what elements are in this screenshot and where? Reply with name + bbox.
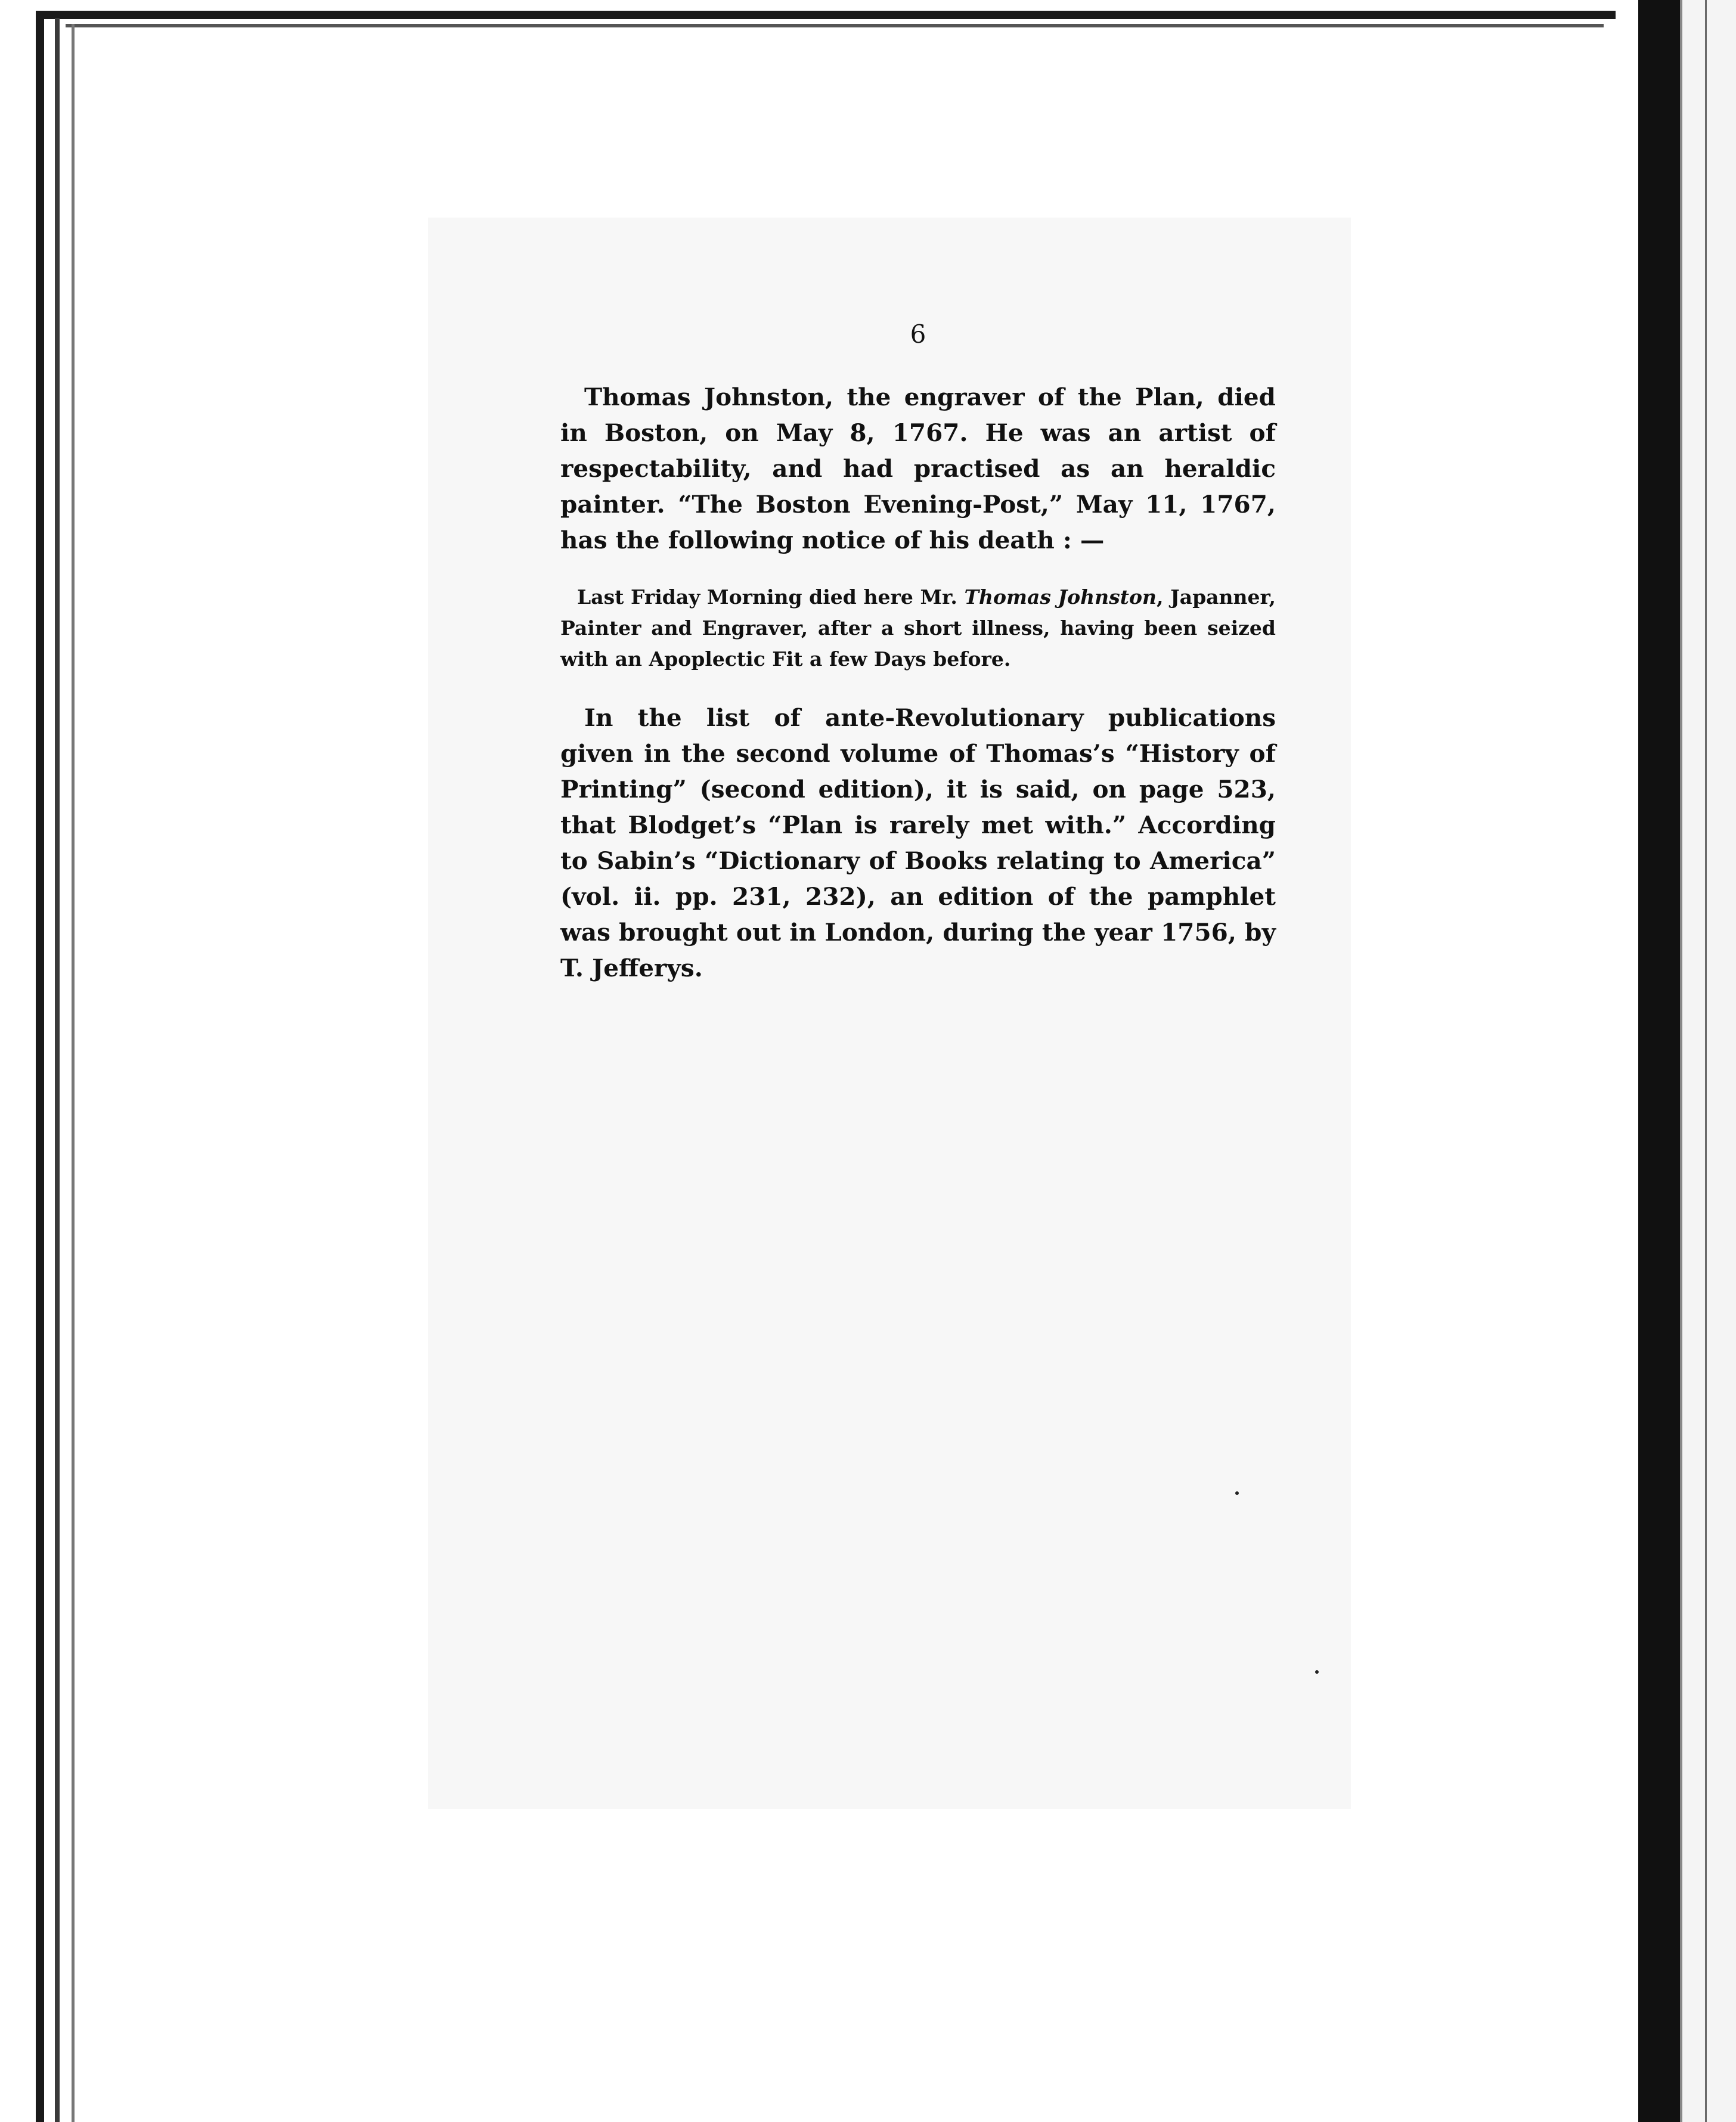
quote-text-before: Last Friday Morning died here Mr. (577, 585, 965, 609)
next-page-edge (1680, 0, 1736, 2122)
scan-border-top (36, 11, 1616, 19)
quote-text-after: , Japanner, Painter and Engraver, after a short illness, having been seized with an Apoplectic Fit a few Days before. (560, 585, 1276, 671)
quoted-notice (560, 582, 1276, 675)
scan-border-right (1638, 0, 1680, 2122)
scan-gap-right (1617, 0, 1638, 2122)
paragraph-printing-history: In the list of ante-Revolutionary publications given in the second volume of Thomas’s “History of Printing” (second edition), it is said, on page 523, that Blodget’s “Plan is rarely met with.” According to Sabin’s “Dictionary of Books relating to America” (vol. ii. pp. 231, 232), an edition of the pamphlet was brought out in London, during the year 1756, by T. Jefferys. (560, 703, 1276, 982)
scan-border-left-shadow (72, 24, 75, 2122)
quote-name: Thomas Johnston (964, 585, 1157, 609)
scan-border-top-inner (66, 24, 1604, 27)
speck (1315, 1670, 1319, 1674)
scan-border-left (36, 11, 44, 2122)
speck (1235, 1491, 1239, 1495)
next-page-line (1705, 0, 1707, 2122)
scan-border-left-inner (55, 18, 60, 2122)
page-text (560, 319, 1276, 986)
page-number: 6 (910, 319, 926, 349)
paragraph-johnston: Thomas Johnston, the engraver of the Plan, died in Boston, on May 8, 1767. He was an artist of respectability, and had practised as an heraldic painter. “The Boston Evening-Post,” May 11, 1767, has the following notice of his death : — (560, 383, 1276, 554)
